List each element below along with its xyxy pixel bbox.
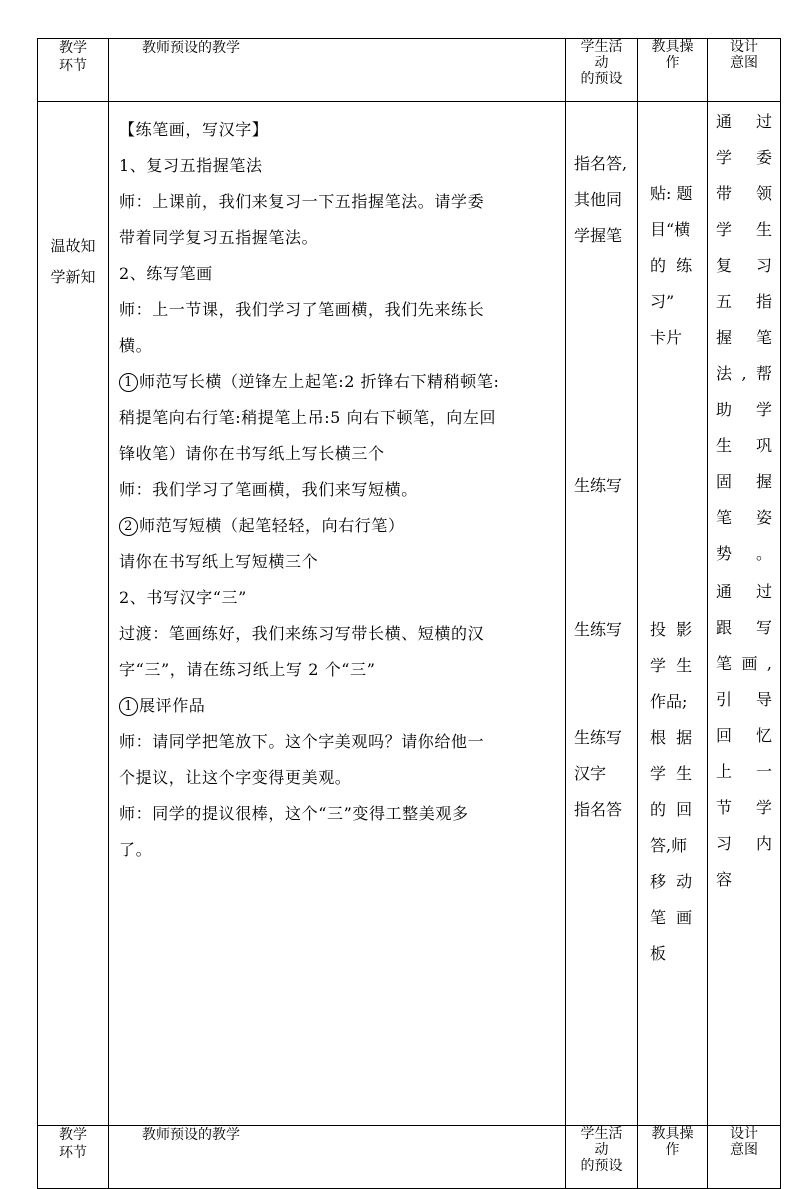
content-line: 带着同学复习五指握笔法。 <box>119 228 319 247</box>
design-intent-line: 上 一 <box>716 762 772 781</box>
content-line: 师：上课前，我们来复习一下五指握笔法。请学委 <box>119 192 485 211</box>
header-student: 学生活 动 的预设 <box>566 39 638 102</box>
student-activity-block <box>574 468 635 504</box>
student-activity-block <box>574 146 635 254</box>
content-line: 横。 <box>119 336 153 355</box>
tool-operation-block <box>650 612 703 972</box>
header-student: 学生活 动 的预设 <box>566 1126 638 1189</box>
stage-line: 温故知 <box>50 237 96 255</box>
design-intent-line: 容 <box>716 870 733 889</box>
design-intent-line: 助 学 <box>716 400 772 419</box>
student-activity-block <box>574 612 635 648</box>
tool-operation-line: 作品; <box>650 692 688 711</box>
tool-operation-line: 移 动 <box>650 872 693 891</box>
student-activity-block <box>574 720 635 828</box>
design-intent-line: 节 学 <box>716 798 772 817</box>
design-intent-line: 笔 姿 <box>716 508 772 527</box>
stage-cell <box>38 102 109 1126</box>
content-line: 锋收笔）请你在书写纸上写长横三个 <box>119 444 385 463</box>
tool-operation-line: 学 生 <box>650 656 693 675</box>
student-activity-line: 生练写 <box>574 728 623 747</box>
header-row-bottom <box>38 1126 781 1189</box>
design-intent-line: 握 笔 <box>716 328 772 347</box>
content-line: 1 师范写长横（逆锋左上起笔:2 折锋右下精稍顿笔: <box>119 364 557 400</box>
student-activity-line: 生练写 <box>574 620 623 639</box>
teaching-content <box>109 102 566 1126</box>
header-tools: 教具操 作 <box>638 1126 708 1189</box>
tool-operation-line: 贴: 题 <box>650 184 693 203</box>
design-intent-line: 习 内 <box>716 834 772 853</box>
student-activity-line: 生练写 <box>574 476 623 495</box>
content-line: 个提议，让这个字变得更美观。 <box>119 768 352 787</box>
tool-operation-line: 学 生 <box>650 764 693 783</box>
tool-operation-line: 投 影 <box>650 620 693 639</box>
circled-number: 2 <box>119 517 138 536</box>
design-intent-line: 带 领 <box>716 184 772 203</box>
content-line: 2 师范写短横（起笔轻轻，向右行笔） <box>119 508 557 544</box>
lesson-body-row <box>38 102 781 1126</box>
design-intent-line: 跟 写 <box>716 618 772 637</box>
header-stage: 教学 环节 <box>38 1126 109 1189</box>
tool-operation-line: 的 回 <box>650 800 693 819</box>
design-intent-block <box>708 572 780 898</box>
design-intent-line: 复 习 <box>716 256 772 275</box>
content-line: 稍提笔向右行笔:稍提笔上吊:5 向右下顿笔，向左回 <box>119 408 497 427</box>
header-main: 教师预设的教学 <box>109 1126 566 1189</box>
design-intent-line: 法,帮 <box>716 364 772 383</box>
content-line: 【练笔画，写汉字】 <box>119 120 269 139</box>
content-line: 2、书写汉字“三” <box>119 588 247 607</box>
design-intent-line: 回 忆 <box>716 726 772 745</box>
design-intent-line: 学 生 <box>716 220 772 239</box>
student-activity-line: 指名答, <box>574 154 628 173</box>
tool-operation-block <box>650 176 703 356</box>
content-line: 过渡：笔画练好，我们来练习写带长横、短横的汉 <box>119 624 485 643</box>
design-intent-line: 通 过 <box>716 112 772 131</box>
content-line: 师：我们学习了笔画横，我们来写短横。 <box>119 480 418 499</box>
tool-operation-line: 的 练 <box>650 256 693 275</box>
design-intent-line: 势。 <box>716 544 772 563</box>
tool-operation-line: 习” <box>650 292 675 311</box>
content-line: 1 展评作品 <box>119 688 557 724</box>
header-tools: 教具操 作 <box>638 39 708 102</box>
design-intent-block <box>708 102 780 572</box>
student-activities <box>566 102 638 1126</box>
student-activity-line: 指名答 <box>574 800 623 819</box>
design-intent-line: 五 指 <box>716 292 772 311</box>
design-intent-line: 固 握 <box>716 472 772 491</box>
content-line: 2、练写笔画 <box>119 264 213 283</box>
lesson-table <box>37 38 781 1189</box>
content-line: 请你在书写纸上写短横三个 <box>119 552 319 571</box>
content-line: 师：请同学把笔放下。这个字美观吗？请你给他一 <box>119 732 485 751</box>
stage-line: 学新知 <box>50 268 96 286</box>
content-line: 字“三”，请在练习纸上写 2 个“三” <box>119 660 376 679</box>
content-line: 1、复习五指握笔法 <box>119 156 263 175</box>
tool-operation-line: 目“横 <box>650 220 691 239</box>
circled-number: 1 <box>119 373 138 392</box>
header-main: 教师预设的教学 <box>109 39 566 102</box>
design-intent-line: 引 导 <box>716 690 772 709</box>
design-intent <box>708 102 781 1126</box>
student-activity-line: 学握笔 <box>574 226 623 245</box>
tool-operation-line: 笔 画 <box>650 908 693 927</box>
circled-number: 1 <box>119 697 138 716</box>
tool-operation-line: 根 据 <box>650 728 693 747</box>
header-design: 设计 意图 <box>708 1126 781 1189</box>
content-line: 了。 <box>119 840 153 859</box>
design-intent-line: 学 委 <box>716 148 772 167</box>
content-line: 师：同学的提议很棒，这个“三”变得工整美观多 <box>119 804 469 823</box>
student-activity-line: 其他同 <box>574 190 623 209</box>
content-line: 师：上一节课，我们学习了笔画横，我们先来练长 <box>119 300 485 319</box>
header-stage: 教学 环节 <box>38 39 109 102</box>
design-intent-line: 笔画, <box>716 654 772 673</box>
tools-operations <box>638 102 708 1126</box>
header-design: 设计 意图 <box>708 39 781 102</box>
design-intent-line: 通 过 <box>716 582 772 601</box>
tool-operation-line: 板 <box>650 944 667 963</box>
header-row-top <box>38 39 781 102</box>
design-intent-line: 生 巩 <box>716 436 772 455</box>
tool-operation-line: 答,师 <box>650 836 688 855</box>
tool-operation-line: 卡片 <box>650 328 683 347</box>
student-activity-line: 汉字 <box>574 764 607 783</box>
